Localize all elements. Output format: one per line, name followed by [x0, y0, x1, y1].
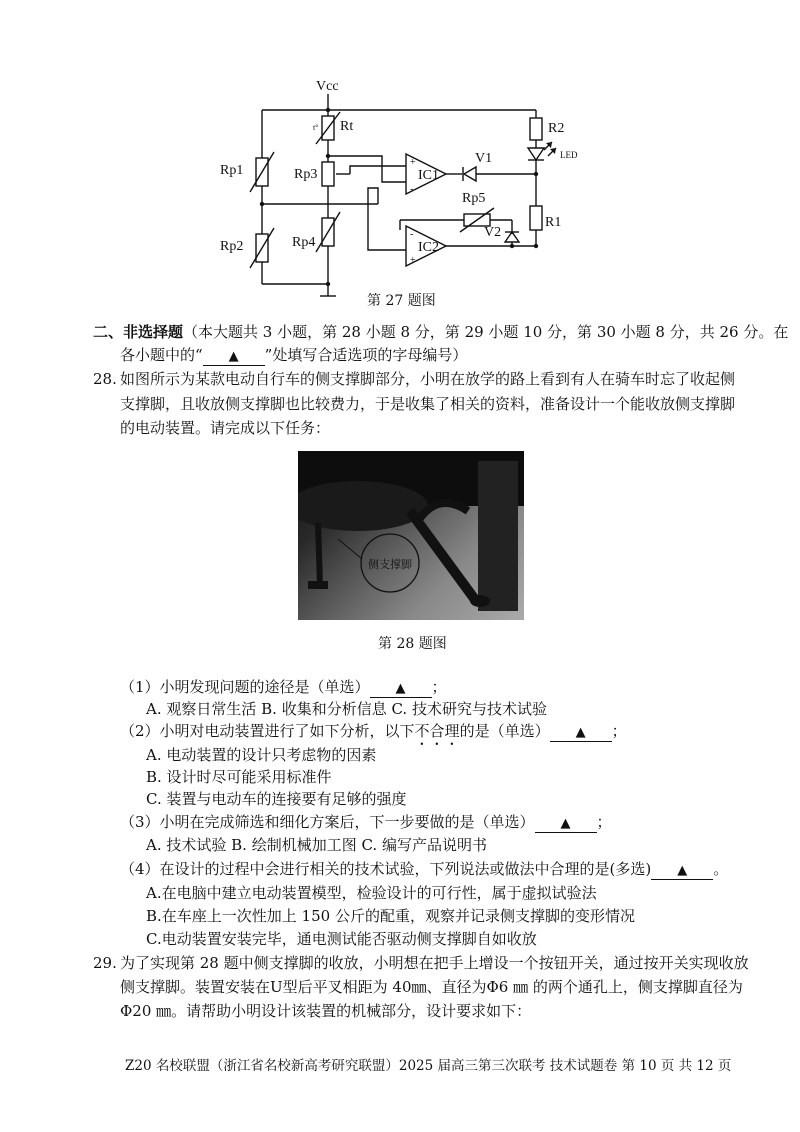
q28-sub2-stem-a: （2）小明对电动装置进行了如下分析，以下 — [120, 722, 415, 740]
q29-line1: 为了实现第 28 题中侧支撑脚的收放，小明想在把手上增设一个按钮开关，通过按开关实现收放 — [120, 954, 749, 972]
label-v1: V1 — [475, 151, 493, 166]
q28-number: 28. — [93, 370, 117, 388]
q28-sub4-stem: （4）在设计的过程中会进行相关的技术试验，下列说法或做法中合理的是(多选) — [120, 860, 652, 878]
label-rp3: Rp3 — [294, 167, 318, 182]
label-rp2: Rp2 — [220, 239, 244, 254]
label-r1: R1 — [545, 215, 562, 230]
label-led: LED — [560, 150, 578, 160]
label-ic1-minus: - — [410, 184, 414, 195]
section-desc-2a: 各小题中的“ — [120, 346, 203, 364]
q28-sub3-end: ； — [596, 813, 612, 831]
q28-sub3 — [120, 812, 612, 833]
q29-line2: 侧支撑脚。装置安装在U型后平叉相距为 40㎜、直径为Φ6 ㎜ 的两个通孔上，侧支撑脚直径为 — [120, 978, 743, 996]
label-ic2: IC2 — [418, 240, 439, 255]
q28-sub2-stem-b: 不合理 — [414, 722, 460, 740]
label-rp4: Rp4 — [292, 235, 316, 250]
label-vcc: Vcc — [316, 79, 339, 94]
section-heading — [93, 322, 788, 343]
section-title: 二、非选择题 — [93, 323, 184, 341]
q28-sub1-stem: （1）小明发现问题的途径是（单选） — [120, 678, 370, 696]
label-rp1: Rp1 — [220, 163, 244, 178]
q28-sub3-stem: （3）小明在完成筛选和细化方案后，下一步要做的是（单选） — [120, 813, 535, 831]
label-ic2-plus: + — [410, 255, 416, 266]
section-desc-line2 — [120, 345, 467, 366]
label-ic1: IC1 — [418, 168, 439, 183]
fig28-caption: 第 28 题图 — [378, 636, 447, 652]
label-rt-mark: t° — [313, 123, 319, 132]
q28-line3: 的电动装置。请完成以下任务： — [120, 419, 331, 437]
blank-example: ▲ — [203, 348, 265, 366]
q29-line3: Φ20 ㎜。请帮助小明设计该装置的机械部分，设计要求如下： — [120, 1002, 532, 1020]
q28-sub4-opt-c: C.电动装置安装完毕，通电测试能否驱动侧支撑脚自如收放 — [146, 930, 537, 948]
label-v2: V2 — [484, 225, 502, 240]
q28-sub1-end: ； — [431, 678, 447, 696]
label-rt: Rt — [340, 119, 354, 134]
kickstand-photo-drawing — [298, 451, 524, 620]
q28-sub1-options: A. 观察日常生活 B. 收集和分析信息 C. 技术研究与技术试验 — [146, 700, 547, 718]
q28-line1: 如图所示为某款电动自行车的侧支撑脚部分，小明在放学的路上看到有人在骑车时忘了收起侧 — [120, 370, 736, 388]
label-ic2-minus: - — [410, 229, 414, 240]
section-desc-2b: ”处填写合适选项的字母编号） — [264, 346, 468, 364]
page-footer: Z20 名校联盟（浙江省名校新高考研究联盟）2025 届高三第三次联考 技术试题卷 第 10 页 共 12 页 — [125, 1058, 732, 1074]
section-desc-1: （本大题共 3 小题，第 28 小题 8 分，第 29 小题 10 分，第 30 小题 8 分，共 26 分。在 — [183, 323, 789, 341]
q28-sub3-options: A. 技术试验 B. 绘制机械加工图 C. 编写产品说明书 — [146, 836, 487, 854]
q28-sub2-stem-c: 的是（单选） — [459, 722, 550, 740]
q28-sub1-blank: ▲ — [370, 680, 432, 698]
q28-sub4 — [120, 859, 728, 880]
label-rp5: Rp5 — [462, 191, 486, 206]
kickstand-photo — [298, 451, 524, 620]
q28-sub4-end: 。 — [713, 860, 729, 878]
q28-sub2-opt-a: A. 电动装置的设计只考虑物的因素 — [146, 746, 377, 764]
q28-sub2-opt-c: C. 装置与电动车的连接要有足够的强度 — [146, 790, 407, 808]
q28-sub2-opt-b: B. 设计时尽可能采用标准件 — [146, 768, 332, 786]
q28-line2: 支撑脚，且收放侧支撑脚也比较费力，于是收集了相关的资料，准备设计一个能收放侧支撑脚 — [120, 395, 736, 413]
q29-number: 29. — [93, 954, 117, 972]
label-r2: R2 — [548, 121, 565, 136]
q28-sub4-blank: ▲ — [651, 862, 713, 880]
photo-label-kickstand: 侧支撑脚 — [368, 558, 412, 571]
q28-sub3-blank: ▲ — [535, 815, 597, 833]
fig27-caption: 第 27 题图 — [367, 293, 436, 309]
q28-sub2-blank: ▲ — [550, 724, 612, 742]
q28-sub2-end: ； — [611, 722, 627, 740]
q28-sub4-opt-b: B.在车座上一次性加上 150 公斤的配重，观察并记录侧支撑脚的变形情况 — [146, 907, 635, 925]
q28-sub1 — [120, 677, 447, 698]
circuit-diagram — [200, 70, 600, 310]
q28-sub4-opt-a: A.在电脑中建立电动装置模型，检验设计的可行性，属于虚拟试验法 — [146, 884, 597, 902]
label-ic1-plus: + — [410, 157, 416, 168]
